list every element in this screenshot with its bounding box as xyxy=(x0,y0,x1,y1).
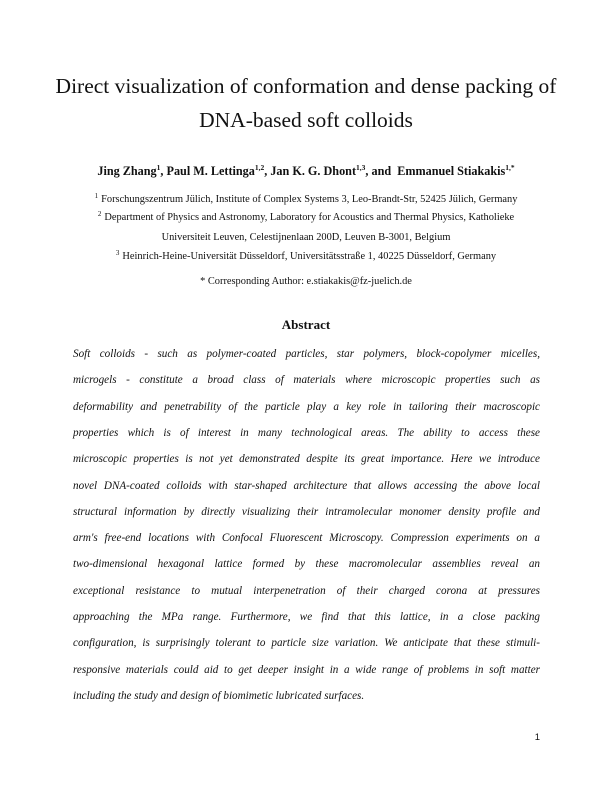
author-separator: , xyxy=(160,164,167,178)
affiliation-text: Department of Physics and Astronomy, Laboratory for Acoustics and Thermal Physics, Katholieke xyxy=(104,212,515,223)
abstract-line: responsive materials could aid to get deeper insight in a wide range of problems in soft matter xyxy=(73,663,540,676)
author-name: Jan K. G. Dhont xyxy=(270,164,356,178)
author-name: Paul M. Lettinga xyxy=(166,164,255,178)
abstract-line: novel DNA-coated colloids with star-shaped architecture that allows accessing the above local xyxy=(73,479,540,492)
affiliation-2 xyxy=(40,211,572,225)
abstract-line: exceptional resistance to mutual interpenetration of their charged corona at pressures xyxy=(73,584,540,597)
author-name: Jing Zhang xyxy=(97,164,157,178)
abstract-line: approaching the MPa range. Furthermore, we find that this lattice, in a close packing xyxy=(73,611,540,623)
abstract-line: two-dimensional hexagonal lattice formed by these macromolecular assemblies reveal an xyxy=(73,558,540,571)
affiliation-2-continued: Universiteit Leuven, Celestijnenlaan 200D, Leuven B-3001, Belgium xyxy=(161,232,451,243)
author-list xyxy=(40,163,572,179)
author-name: Emmanuel Stiakakis xyxy=(397,164,506,178)
author-affiliation-marker: 1 xyxy=(156,163,161,172)
abstract-line: structural information by directly visualizing their intramolecular monomer density profile and xyxy=(73,505,540,518)
paper-title-line-2: DNA-based soft colloids xyxy=(199,108,413,132)
abstract-line: Soft colloids - such as polymer-coated particles, star polymers, block-copolymer micelles, xyxy=(73,348,540,360)
abstract-line: properties which is of interest in many technological areas. The ability to access these xyxy=(73,426,540,439)
affiliation-3 xyxy=(40,250,572,264)
affiliation-text: Heinrich-Heine-Universität Düsseldorf, Universitätsstraße 1, 40225 Düsseldorf, Germany xyxy=(122,251,497,262)
abstract-line: arm's free-end locations with Confocal Fluorescent Microscopy. Compression experiments on a xyxy=(73,532,540,545)
paper-title-line-1: Direct visualization of conformation and dense packing of xyxy=(55,74,557,98)
affiliation-number: 3 xyxy=(115,249,120,257)
affiliation-text: Forschungszentrum Jülich, Institute of Complex Systems 3, Leo-Brandt-Str, 52425 Jülich, Germany xyxy=(101,194,518,205)
abstract-line: including the study and design of biomimetic lubricated surfaces. xyxy=(73,689,365,702)
author-affiliation-marker: 1,* xyxy=(505,163,515,172)
abstract-line: microgels - constitute a broad class of materials where microscopic properties such as xyxy=(73,374,540,387)
abstract-line: deformability and penetrability of the particle play a key role in tailoring their macroscopic xyxy=(73,400,540,413)
affiliation-number: 2 xyxy=(97,210,102,218)
abstract-line: microscopic properties is not yet demonstrated despite its great importance. Here we introduce xyxy=(73,453,540,466)
author-affiliation-marker: 1,2 xyxy=(254,163,265,172)
abstract-heading: Abstract xyxy=(281,317,331,332)
affiliation-number: 1 xyxy=(94,192,99,200)
author-affiliation-marker: 1,3 xyxy=(356,163,366,172)
corresponding-author: * Corresponding Author: e.stiakakis@fz-juelich.de xyxy=(200,276,412,287)
author-separator: , xyxy=(264,164,271,178)
abstract-line: configuration, is surprisingly tolerant to particle size variation. We anticipate that these stimuli- xyxy=(73,637,540,650)
affiliation-1 xyxy=(40,193,572,207)
author-separator: , and xyxy=(365,164,398,178)
page-number: 1 xyxy=(534,732,540,743)
